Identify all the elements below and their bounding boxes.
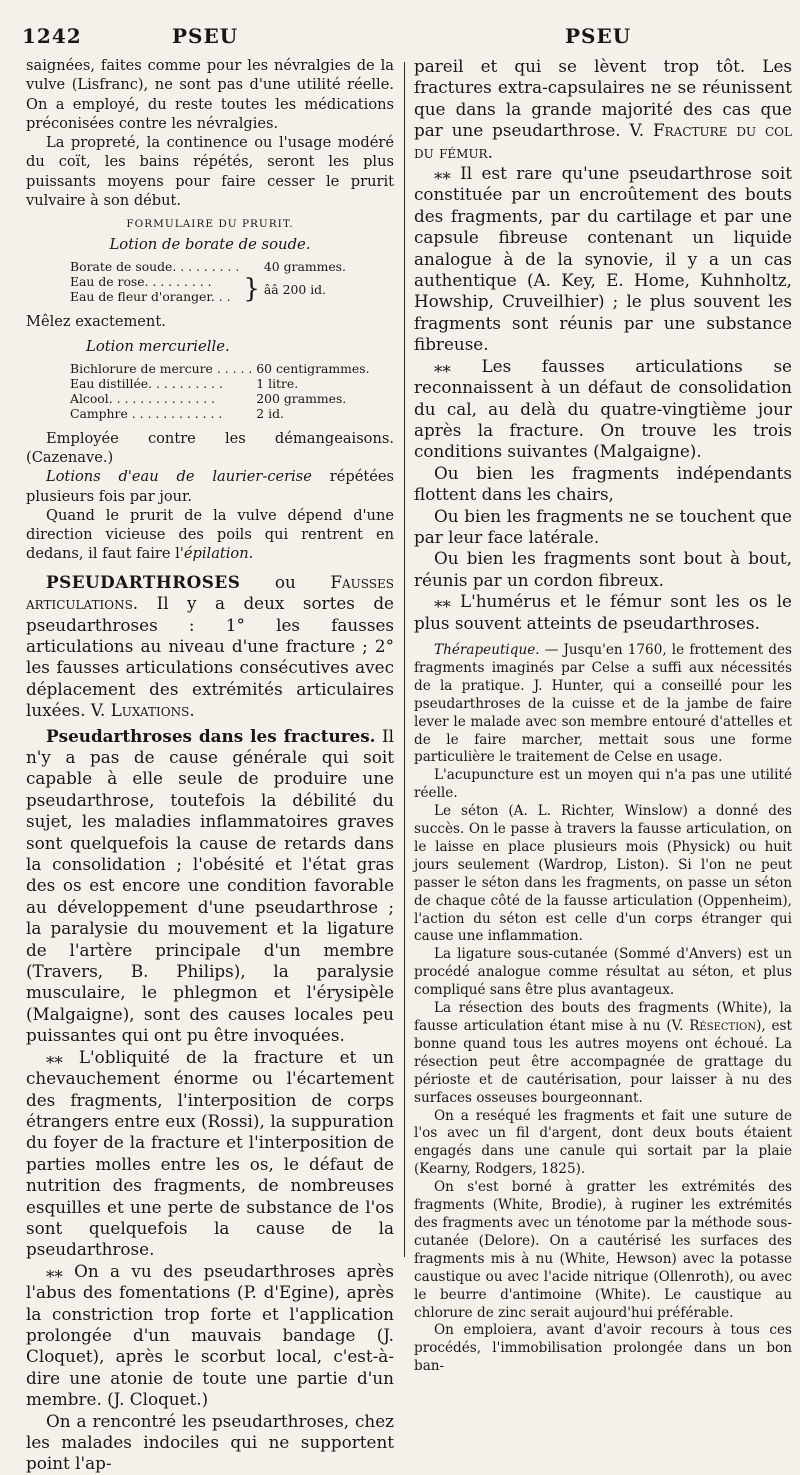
- resection-text-end: ), est bonne quand tous les autres moyens ont échoué. La résection peut être accompagnée de grattage du périoste et de cautérisation, pour laisser à nu des surfaces osseuses bourgeonnant.: [414, 1018, 792, 1106]
- ingredient-quantity: ââ 200 id.: [263, 281, 327, 297]
- entry-conjunction: ou: [240, 571, 331, 592]
- paragraph-fausses: ⁎⁎ Les fausses articulations se reconnaissent à un défaut de consolidation du cal, au delà du quatre-vingtième jour après la fracture. On trouve les trois conditions suivantes (Malgaigne).: [414, 355, 792, 462]
- recipe-mercurielle: [68, 361, 372, 421]
- ingredient-name: Eau distillée. . . . . . . . . .: [70, 375, 223, 391]
- ingredient-quantity: 1 litre.: [256, 375, 299, 391]
- left-column: [26, 56, 394, 1474]
- condition-3: Ou bien les fragments sont bout à bout, réunis par un cordon fibreux.: [414, 548, 792, 590]
- ingredient-name: Alcool. . . . . . . . . . . . . .: [70, 390, 216, 406]
- section-text: Il n'y a pas de cause générale qui soit capable à elle seule de produire une pseudarthrose, toutefois la débilité du sujet, les maladies inflammatoires graves sont quelquefois la cause de retards dans la consolidation ; l'obésité et l'état gras des os est encore une condition favorable au développement d'une pseudarthrose ; la paralysie du mouvement et la ligature de l'artère principale d'un membre (Travers, B. Philips), la paralysie musculaire, le phlegmon et l'érysipèle (Malgaigne), sont des causes locales peu puissantes qui ont pu être invoquées.: [26, 725, 394, 1046]
- paragraph-humerus: ⁎⁎ L'humérus et le fémur sont les os le plus souvent atteints de pseudarthroses.: [414, 591, 792, 633]
- entry-title: PSEUDARTHROSES: [46, 571, 241, 592]
- paragraph-epilation: [26, 506, 394, 564]
- paragraph-borne: On s'est borné à gratter les extrémités des fragments (White, Brodie), à ruginer les extrémités des fragments avec un ténotome par la méthode sous-cutanée (Delore). On a cautérisé les surfaces des fragments mis à nu (White, Hewson) avec la potasse caustique ou avec l'acide nitrique (Ollenroth), ou avec le beurre d'antimoine (White). Le caustique au chlorure de zinc serait aujourd'hui préférable.: [414, 1179, 792, 1321]
- section-fractures: [26, 726, 394, 1047]
- paragraph-continuation: [414, 56, 792, 163]
- recipe-borate: [68, 259, 348, 304]
- paragraph-nevralgies: saignées, faites comme pour les névralgies de la vulve (Lisfranc), ne sont pas d'une utilité réelle. On a employé, du reste toutes les médications préconisées contre les névralgies.: [26, 57, 394, 132]
- paragraph-seton: Le séton (A. L. Richter, Winslow) a donné des succès. On le passe à travers la fausse articulation, on le laisse en place plusieurs mois (Physick) ou huit jours seulement (Wardrop, Liston). Si l'on ne peut passer le séton dans les fragments, on passe un séton de chaque côté de la fausse articulation (Oppenheim), l'action du séton est celle d'un corps étranger qui cause une inflammation.: [414, 803, 792, 945]
- paragraph-rare: ⁎⁎ Il est rare qu'une pseudarthrose soit constituée par un encroûtement des bouts des fragments, par du cartilage et par une capsule fibreuse contenant un liquide analogue à de la synovie, il y a un cas authentique (A. Key, E. Home, Kuhnholtz, Howship, Cruveilhier) ; le plus souvent les fragments sont réunis par une substance fibreuse.: [414, 163, 792, 355]
- section-title: Pseudarthroses dans les fractures.: [46, 725, 376, 746]
- condition-1: Ou bien les fragments indépendants flottent dans les chairs,: [414, 462, 792, 505]
- condition-2: Ou bien les fragments ne se touchent que par leur face latérale.: [414, 505, 792, 547]
- paragraph-indociles: On a rencontré les pseudarthroses, chez les malades indociles qui ne supportent point l'ap-: [26, 1410, 394, 1474]
- paragraph-therapeutique: [414, 642, 792, 767]
- ingredient-name: Borate de soude. . . . . . . . .: [70, 259, 240, 275]
- page-number: 1242: [22, 24, 82, 48]
- epilation-text: Quand le prurit de la vulve dépend d'une direction vicieuse des poils qui rentrent en dedans, il faut faire l': [26, 506, 394, 563]
- continuation-text: pareil et qui se lèvent trop tôt. Les fractures extra-capsulaires ne se réunissent que dans la grande majorité des cas que par une pseudarthrose. V.: [414, 56, 792, 141]
- therapeutique-label: Thérapeutique.: [434, 641, 540, 658]
- ingredient-quantity: 40 grammes.: [263, 259, 346, 275]
- running-head-left: PSEU: [172, 24, 239, 48]
- running-head-right: PSEU: [565, 24, 632, 48]
- entry-pseudarthroses: [26, 572, 394, 722]
- epilation-italic: épilation.: [183, 545, 254, 563]
- ingredient-quantity: 60 centigrammes.: [256, 360, 370, 376]
- ingredient-quantity: 2 id.: [256, 405, 284, 421]
- paragraph-laurier: [26, 467, 394, 506]
- paragraph-employee: Employée contre les démangeaisons. (Cazenave.): [26, 429, 394, 466]
- paragraph-acupuncture: L'acupuncture est un moyen qui n'a pas une utilité réelle.: [414, 767, 792, 802]
- therapeutique-text: — Jusqu'en 1760, le frottement des fragments imaginés par Celse a suffi aux nécessités de la pratique. J. Hunter, qui a conseillé pour les pseudarthroses de la cuisse et de la jambe de faire lever le malade avec son membre entouré d'attelles et de le faire marcher, mettait sous une forme particulière le traitement de Celse en usage.: [414, 641, 792, 766]
- paragraph-reseque: On a reséqué les fragments et fait une suture de l'os avec un fil d'argent, dont deux bouts étaient engagés dans une canule qui sortait par la plaie (Kearny, Rodgers, 1825).: [414, 1107, 792, 1178]
- brace-symbol: }: [243, 273, 260, 304]
- paragraph-obliquite: ⁎⁎ L'obliquité de la fracture et un chevauchement énorme ou l'écartement des fragments, l'interposition de corps étrangers entre eux (Rossi), la suppuration du foyer de la fracture et l'interposition de parties molles entre les os, le défaut de nutrition des fragments, de nombreuses esquilles et une perte de substance de l'os sont quelquefois la cause de la pseudarthrose.: [26, 1046, 394, 1260]
- paragraph-ligature: La ligature sous-cutanée (Sommé d'Anvers) est un procédé analogue comme résultat au séton, et plus compliqué sans être plus avantageux.: [414, 946, 792, 999]
- resection-text: La résection des bouts des fragments (White), la fausse articulation étant mise à nu (V.: [414, 1000, 792, 1034]
- instruction: Mêlez exactement.: [26, 313, 166, 331]
- paragraph-proprete: La propreté, la continence ou l'usage modéré du coït, les bains répétés, seront les plus puissants moyens pour faire cesser le prurit vulvaire à son début.: [26, 134, 394, 210]
- cross-reference: Luxations.: [110, 700, 195, 721]
- ingredient-name: Bichlorure de mercure . . . . .: [70, 360, 253, 376]
- ingredient-name: Eau de rose. . . . . . . . .: [70, 274, 212, 290]
- cross-reference: Fracture du col du fémur.: [414, 120, 792, 162]
- entry-text: Il y a deux sortes de pseudarthroses : 1° les fausses articulations au niveau d'une fracture ; 2° les fausses articulations consécutives avec déplacement des extrémités articulaires luxées. V.: [26, 593, 394, 721]
- cross-reference: Résection: [689, 1018, 757, 1034]
- formulary-heading: FORMULAIRE DU PRURIT.: [126, 218, 294, 231]
- laurier-rest: répétées plusieurs fois par jour.: [26, 468, 394, 505]
- laurier-italic: Lotions d'eau de laurier-cerise: [46, 468, 312, 486]
- lotion-borate-title: Lotion de borate de soude.: [109, 236, 311, 254]
- ingredient-name: Eau de fleur d'oranger. . .: [70, 289, 231, 305]
- column-divider: [404, 62, 405, 1257]
- lotion-mercurielle-title: Lotion mercurielle.: [86, 337, 230, 355]
- ingredient-name: Camphre . . . . . . . . . . . .: [70, 405, 223, 421]
- paragraph-emploiera: On emploiera, avant d'avoir recours à tous ces procédés, l'immobilisation prolongée dans un bon ban-: [414, 1322, 792, 1375]
- paragraph-abus: ⁎⁎ On a vu des pseudarthroses après l'abus des fomentations (P. d'Egine), après la constriction trop forte et l'application prolongée d'un mauvais bandage (J. Cloquet), après le scorbut local, c'est-à-dire une atonie de toute une partie d'un membre. (J. Cloquet.): [26, 1260, 394, 1410]
- right-column: [414, 56, 792, 1375]
- entry-alt-title: Fausses articulations.: [26, 571, 394, 614]
- ingredient-quantity: 200 grammes.: [256, 390, 347, 406]
- paragraph-resection: [414, 1000, 792, 1107]
